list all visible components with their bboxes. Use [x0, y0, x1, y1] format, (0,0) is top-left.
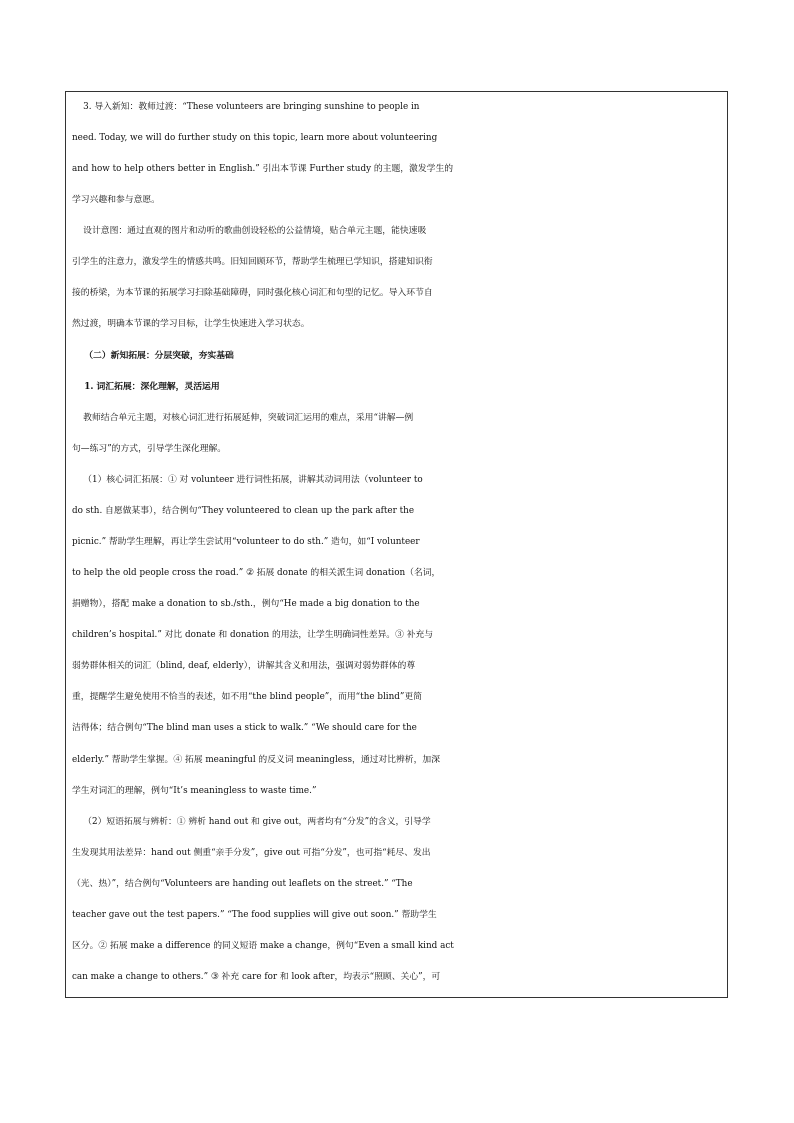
text-line: 学习兴趣和参与意愿。 [72, 195, 160, 205]
text-line: 区分。② 拓展 make a difference 的同义短语 make a change，例句“Even a small kind act [72, 941, 454, 951]
text-line: 生发现其用法差异：hand out 侧重“亲手分发”，give out 可指“分发”，也可指“耗尽、发出 [72, 848, 431, 858]
text-line: and how to help others better in English.” 引出本节课 Further study 的主题，激发学生的 [72, 164, 454, 174]
text-line: 接的桥梁，为本节课的拓展学习扫除基础障碍，同时强化核心词汇和句型的记忆。导入环节自 [72, 288, 433, 298]
text-line: 捐赠物），搭配 make a donation to sb./sth.，例句“He made a big donation to the [72, 599, 420, 609]
text-line: （光、热）”，结合例句“Volunteers are handing out leaflets on the street.” “The [72, 879, 413, 889]
text-line: do sth. 自愿做某事），结合例句“They volunteered to clean up the park after the [72, 506, 415, 516]
text-line: children’s hospital.” 对比 donate 和 donation 的用法，让学生明确词性差异。③ 补充与 [72, 630, 434, 640]
text-line: 3. 导入新知：教师过渡：“These volunteers are bringing sunshine to people in [72, 102, 420, 112]
text-line: 句—练习”的方式，引导学生深化理解。 [72, 444, 227, 454]
text-line: 然过渡，明确本节课的学习目标，让学生快速进入学习状态。 [72, 319, 310, 329]
subsection-heading: 1. 词汇拓展：深化理解，灵活运用 [72, 382, 220, 392]
text-line: can make a change to others.” ③ 补充 care for 和 look after，均表示“照顾、关心”，可 [72, 972, 441, 982]
text-line: （1）核心词汇拓展：① 对 volunteer 进行词性拓展，讲解其动词用法（volunteer to [72, 475, 423, 485]
text-line: 重，提醒学生避免使用不恰当的表述，如不用“the blind people”，而用“the blind”更简 [72, 692, 423, 702]
text-line: （2）短语拓展与辨析：① 辨析 hand out 和 give out，两者均有“分发”的含义，引导学 [72, 817, 431, 827]
text-line: elderly.” 帮助学生掌握。④ 拓展 meaningful 的反义词 meaningless，通过对比辨析，加深 [72, 755, 440, 765]
text-line: picnic.” 帮助学生理解，再让学生尝试用“volunteer to do sth.” 造句，如“I volunteer [72, 537, 420, 547]
section-heading: （二）新知拓展：分层突破，夯实基础 [72, 351, 234, 361]
text-line: 教师结合单元主题，对核心词汇进行拓展延伸，突破词汇运用的难点，采用“讲解—例 [72, 413, 414, 423]
text-line: to help the old people cross the road.” ② 拓展 donate 的相关派生词 donation（名词， [72, 568, 441, 578]
text-line: 弱势群体相关的词汇（blind, deaf, elderly），讲解其含义和用法，强调对弱势群体的尊 [72, 661, 416, 671]
text-line: 设计意图：通过直观的图片和动听的歌曲创设轻松的公益情境，贴合单元主题，能快速吸 [72, 226, 427, 236]
text-line: 引学生的注意力，激发学生的情感共鸣。旧知回顾环节，帮助学生梳理已学知识，搭建知识衔 [72, 257, 433, 267]
text-line: 学生对词汇的理解，例句“It’s meaningless to waste time.” [72, 786, 317, 796]
text-line: teacher gave out the test papers.” “The food supplies will give out soon.” 帮助学生 [72, 910, 437, 920]
text-line: need. Today, we will do further study on this topic, learn more about volunteering [72, 133, 438, 143]
text-line: 洁得体；结合例句“The blind man uses a stick to walk.” “We should care for the [72, 723, 417, 733]
